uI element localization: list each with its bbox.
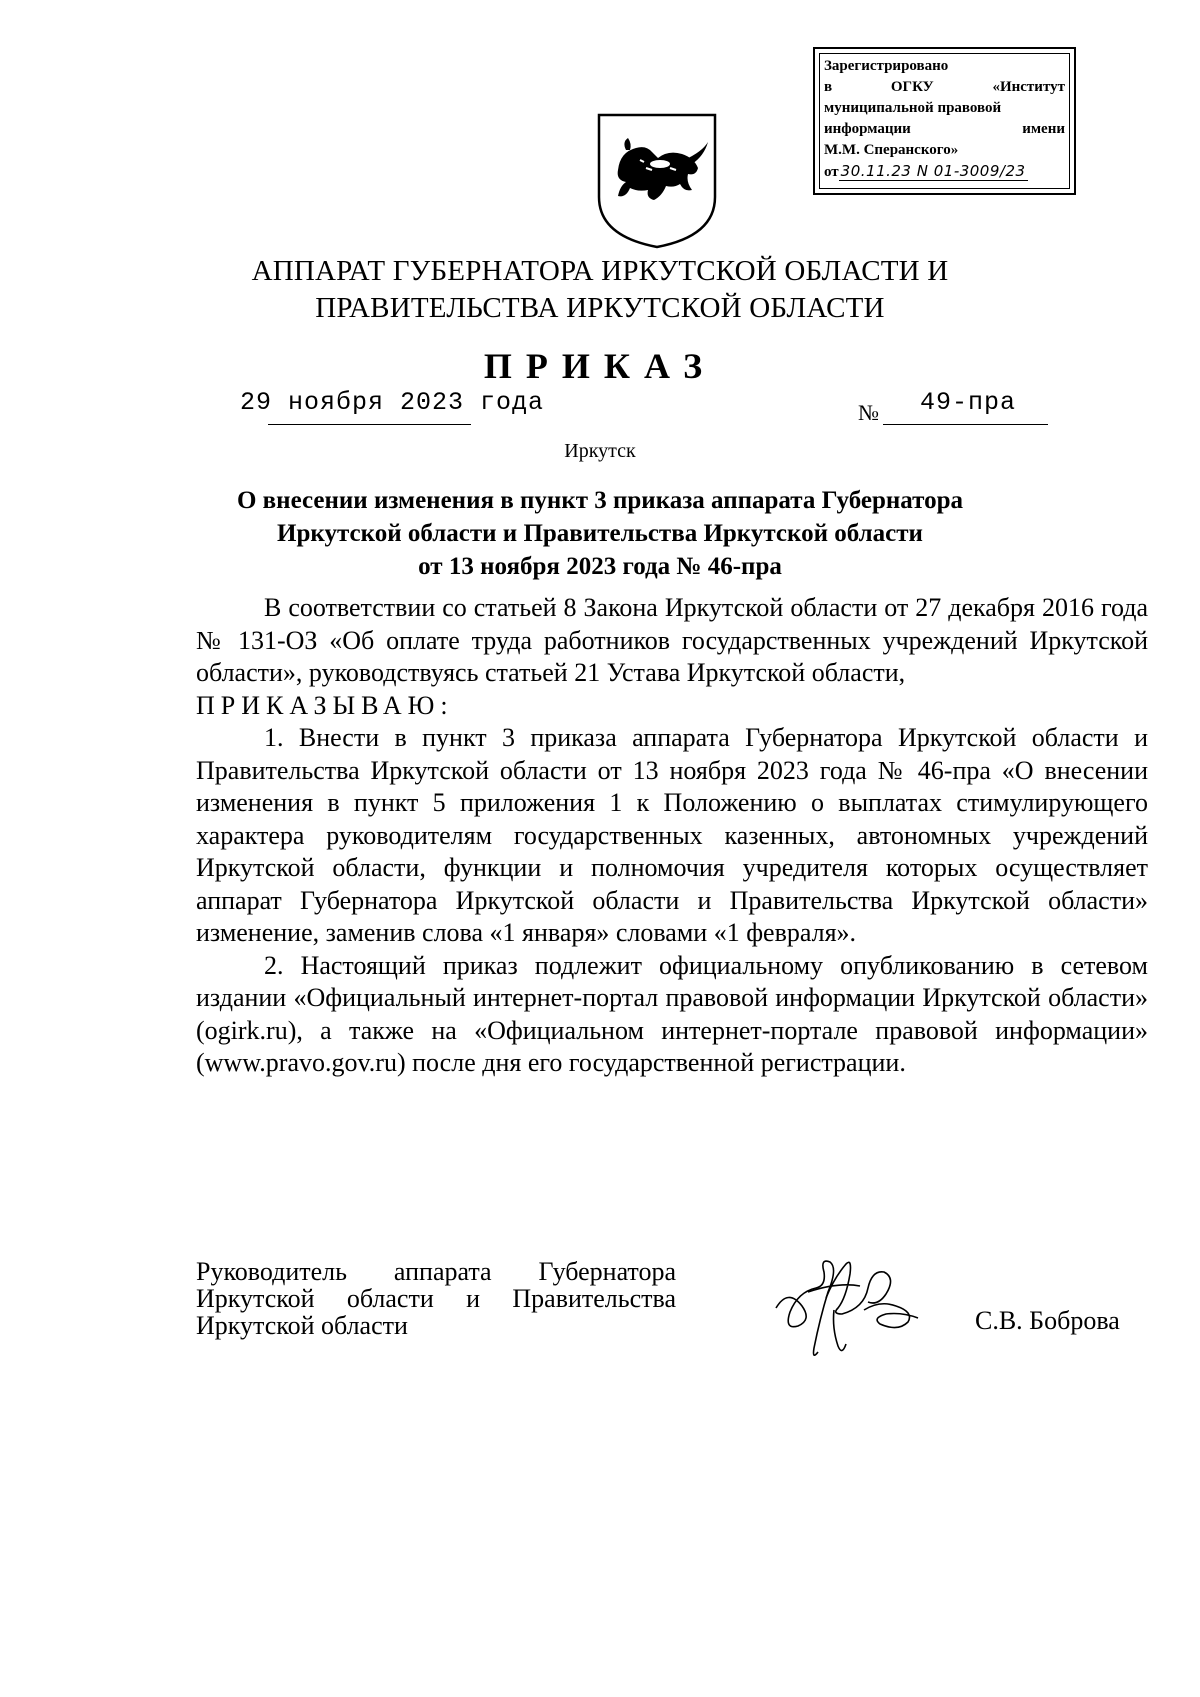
stamp-line-5: М.М. Сперанского» [824,142,959,158]
number-underline [883,424,1048,425]
authority-name-line-2: ПРАВИТЕЛЬСТВА ИРКУТСКОЙ ОБЛАСТИ [315,292,885,324]
number-sign: № [858,400,879,425]
document-title [0,484,1200,583]
registration-stamp-inner [819,53,1070,189]
stamp-line-4 [824,119,1065,140]
stamp-line-4-a: информации [824,121,911,137]
signer-position-line-2: Иркутской области и Правительства [196,1284,676,1313]
document-title-line-3: от 13 ноября 2023 года № 46-пра [418,553,782,580]
stamp-line-1: Зарегистрировано [824,58,949,74]
registration-stamp [813,47,1076,195]
authority-name-line-1: АППАРАТ ГУБЕРНАТОРА ИРКУТСКОЙ ОБЛАСТИ И [251,255,949,287]
stamp-line-2 [824,77,1065,98]
document-city: Иркутск [564,440,636,462]
document-number: 49-пра [920,388,1017,417]
document-type-heading: ПРИКАЗ [483,346,717,386]
date-underline [268,424,471,425]
handwritten-signature [768,1248,928,1363]
item-2-paragraph: 2. Настоящий приказ подлежит официальному опубликованию в сетевом издании «Официальный интернет-портал правовой информации Иркутской области» (ogirk.ru), а также на «Официальном интернет-портале правовой информации» (www.pravo.gov.ru) после дня его государственной регистрации. [196,950,1148,1077]
document-date: 29 ноября 2023 года [240,388,545,417]
document-title-line-1: О внесении изменения в пункт 3 приказа аппарата Губернатора [236,487,964,514]
stamp-registration-date: 30.11.23 N 01-3009/23 [840,162,1026,180]
order-word: ПРИКАЗЫВАЮ: [196,690,454,720]
stamp-line-4-b: имени [1022,121,1065,137]
document-body [196,592,1148,1080]
signer-name: С.В. Боброва [975,1306,1120,1335]
preamble-paragraph: В соответствии со статьей 8 Закона Иркутской области от 27 декабря 2016 года № 131-ОЗ «Об оплате труда работников государственных учреждений Иркутской области», руководствуясь статьей 21 Устава Иркутской области, [196,593,1148,687]
signer-position-line-1: Руководитель аппарата Губернатора [196,1257,676,1286]
document-title-line-2: Иркутской области и Правительства Иркутской области [277,520,923,547]
stamp-line-2-c: «Институт [992,79,1065,95]
item-1-paragraph: 1. Внести в пункт 3 приказа аппарата Губернатора Иркутской области и Правительства Иркутской области от 13 ноября 2023 года № 46-пра «О внесении изменения в пункт 5 приложения 1 к Положению о выплатах стимулирующего характера руководителям государственных казенных, автономных учреждений Иркутской области, функции и полномочия учредителя которых осуществляет аппарат Губернатора Иркутской области и Правительства Иркутской области» изменение, заменив слова «1 января» словами «1 февраля». [196,723,1148,947]
stamp-line-6 [824,161,1065,183]
stamp-from-label: от [824,164,839,180]
coat-of-arms-icon [596,112,718,250]
signer-position [196,1258,676,1339]
stamp-line-2-a: в [824,79,833,95]
stamp-line-3: муниципальной правовой [824,100,1002,116]
signer-position-line-3: Иркутской области [196,1311,408,1340]
stamp-line-2-b: ОГКУ [890,79,934,95]
